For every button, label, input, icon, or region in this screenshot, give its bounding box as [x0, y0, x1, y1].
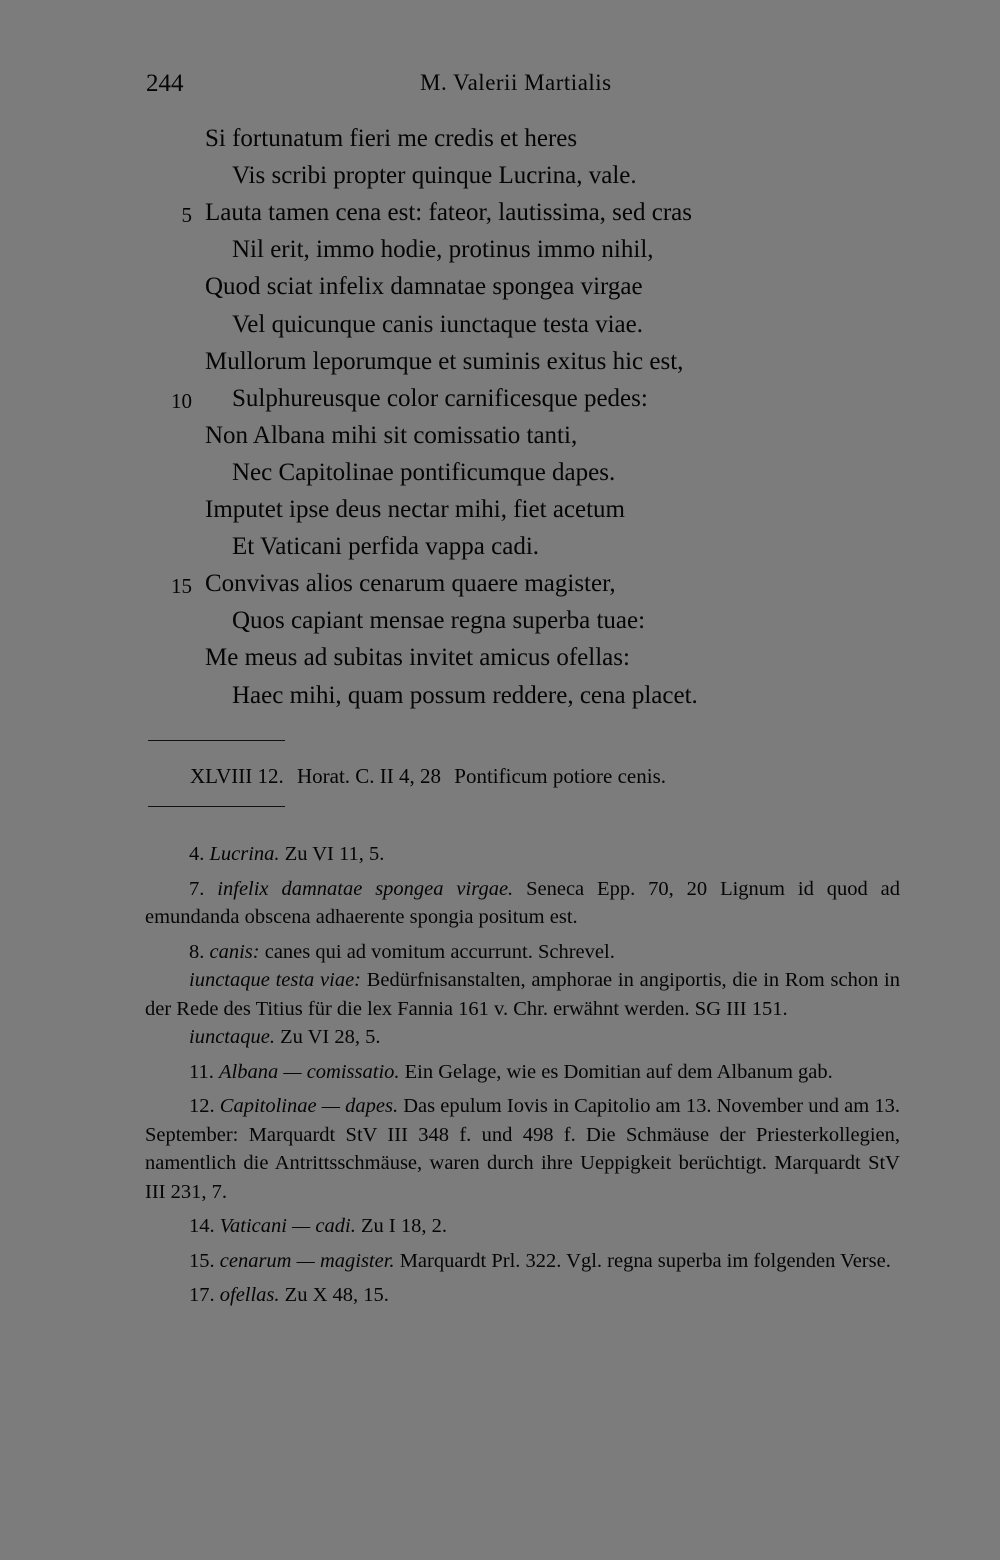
verse-line [0, 236, 1000, 273]
verse-text: Nil erit, immo hodie, protinus immo nihil, [232, 236, 654, 264]
verse-line [0, 348, 1000, 385]
commentary-note [145, 875, 900, 932]
note-text: Bedürfnisanstalten, amphorae in angiportis, die in Rom schon in der Rede des Titius für die lex Fannia 161 v. Chr. erwähnt werden. SG III 151. [145, 969, 900, 1020]
line-number: 5 [181, 203, 192, 228]
note-lemma: Capitolinae — dapes. [219, 1095, 399, 1117]
verse-line [0, 607, 1000, 644]
note-line-ref: 11. [189, 1060, 219, 1083]
verse-line [0, 496, 1000, 533]
parallel-source: Horat. C. II 4, 28 [296, 764, 442, 788]
note-line-ref: 15. [189, 1249, 220, 1272]
commentary-note [145, 1281, 900, 1310]
verse-line [0, 570, 1000, 607]
note-lemma: Vaticani — cadi. [219, 1215, 356, 1237]
verse-text: Vis scribi propter quinque Lucrina, vale. [232, 162, 637, 190]
commentary-note [145, 840, 900, 869]
commentary-note [145, 1023, 900, 1052]
verse-line [0, 199, 1000, 236]
note-lemma: ofellas. [219, 1284, 280, 1306]
commentary-note [145, 938, 900, 967]
commentary-notes [145, 840, 900, 1316]
note-lemma: iunctaque testa viae: [189, 969, 362, 991]
verse-text: Lauta tamen cena est: fateor, lautissima, sed cras [205, 199, 692, 227]
commentary-note [145, 1058, 900, 1087]
parallel-passage [190, 764, 674, 789]
verse-line [0, 682, 1000, 719]
verse-text: Vel quicunque canis iunctaque testa viae. [232, 310, 643, 338]
note-text: Marquardt Prl. 322. Vgl. regna superba im folgenden Verse. [394, 1249, 891, 1272]
section-rule [148, 740, 285, 741]
verse-line [0, 311, 1000, 348]
note-lemma: canis: [209, 940, 260, 963]
parallel-quote: Pontificum potiore cenis. [454, 764, 666, 788]
note-lemma: infelix damnatae spongea virgae. [217, 877, 514, 900]
note-line-ref: 17. [189, 1284, 220, 1306]
verse-line [0, 385, 1000, 422]
verse-text: Imputet ipse deus nectar mihi, fiet acetum [205, 496, 625, 523]
note-line-ref: 14. [189, 1215, 220, 1237]
note-text: Zu X 48, 15. [279, 1284, 389, 1306]
note-line-ref: 12. [189, 1095, 220, 1117]
verse-line [0, 459, 1000, 496]
note-lemma: iunctaque. [189, 1026, 275, 1048]
note-text: Zu VI 11, 5. [279, 843, 385, 865]
verse-text: Convivas alios cenarum quaere magister, [205, 570, 616, 598]
line-number: 10 [171, 388, 192, 413]
verse-text: Me meus ad subitas invitet amicus ofellas: [205, 644, 630, 672]
commentary-note [145, 1247, 900, 1276]
verse-text: Nec Capitolinae pontificumque dapes. [232, 458, 616, 486]
page-number: 244 [146, 70, 184, 97]
note-text: Das epulum Iovis in Capitolio am 13. November und am 13. September: Marquardt StV III 348 f. und 498 f. Die Schmäuse der Priesterkollegien, namentlich die Antrittsschmäuse, waren durch ihre Ueppigkeit berüchtigt. Marquardt StV III 231, 7. [145, 1095, 901, 1203]
verse-text: Si fortunatum fieri me credis et heres [205, 125, 578, 152]
verse-line [0, 422, 1000, 459]
note-text: Seneca Epp. 70, 20 Lignum id quod ad emundanda obscena adhaerente spongia positum est. [145, 877, 901, 928]
verse-text: Et Vaticani perfida vappa cadi. [232, 533, 540, 561]
verse-line [0, 125, 1000, 162]
verse-text: Non Albana mihi sit comissatio tanti, [205, 421, 578, 449]
note-text: Zu VI 28, 5. [274, 1026, 381, 1048]
note-text: canes qui ad vomitum accurrunt. Schrevel. [259, 940, 615, 963]
note-line-ref: 8. [189, 940, 210, 963]
verse-line [0, 644, 1000, 681]
commentary-note [145, 966, 900, 1023]
parallel-ref: XLVIII 12. [190, 764, 284, 788]
commentary-note [145, 1212, 900, 1241]
verse-line [0, 273, 1000, 310]
note-text: Zu I 18, 2. [355, 1215, 447, 1237]
section-rule [148, 806, 285, 807]
verse-text: Mullorum leporumque et suminis exitus hic est, [205, 347, 684, 375]
line-number: 15 [171, 574, 192, 599]
verse-line [0, 533, 1000, 570]
note-lemma: Lucrina. [209, 843, 280, 865]
note-lemma: cenarum — magister. [219, 1249, 395, 1272]
note-text: Ein Gelage, wie es Domitian auf dem Albanum gab. [399, 1060, 833, 1083]
commentary-note [145, 1092, 900, 1206]
verse-text: Sulphureusque color carnificesque pedes: [232, 384, 648, 412]
note-line-ref: 4. [189, 843, 210, 865]
note-line-ref: 7. [189, 877, 218, 900]
page-header [0, 64, 1000, 104]
verse-line [0, 162, 1000, 199]
verse-text: Quod sciat infelix damnatae spongea virgae [205, 273, 643, 301]
running-head: M. Valerii Martialis [420, 70, 612, 95]
note-lemma: Albana — comissatio. [219, 1060, 400, 1083]
verse-text: Quos capiant mensae regna superba tuae: [232, 607, 646, 635]
verse-text: Haec mihi, quam possum reddere, cena placet. [232, 681, 698, 709]
